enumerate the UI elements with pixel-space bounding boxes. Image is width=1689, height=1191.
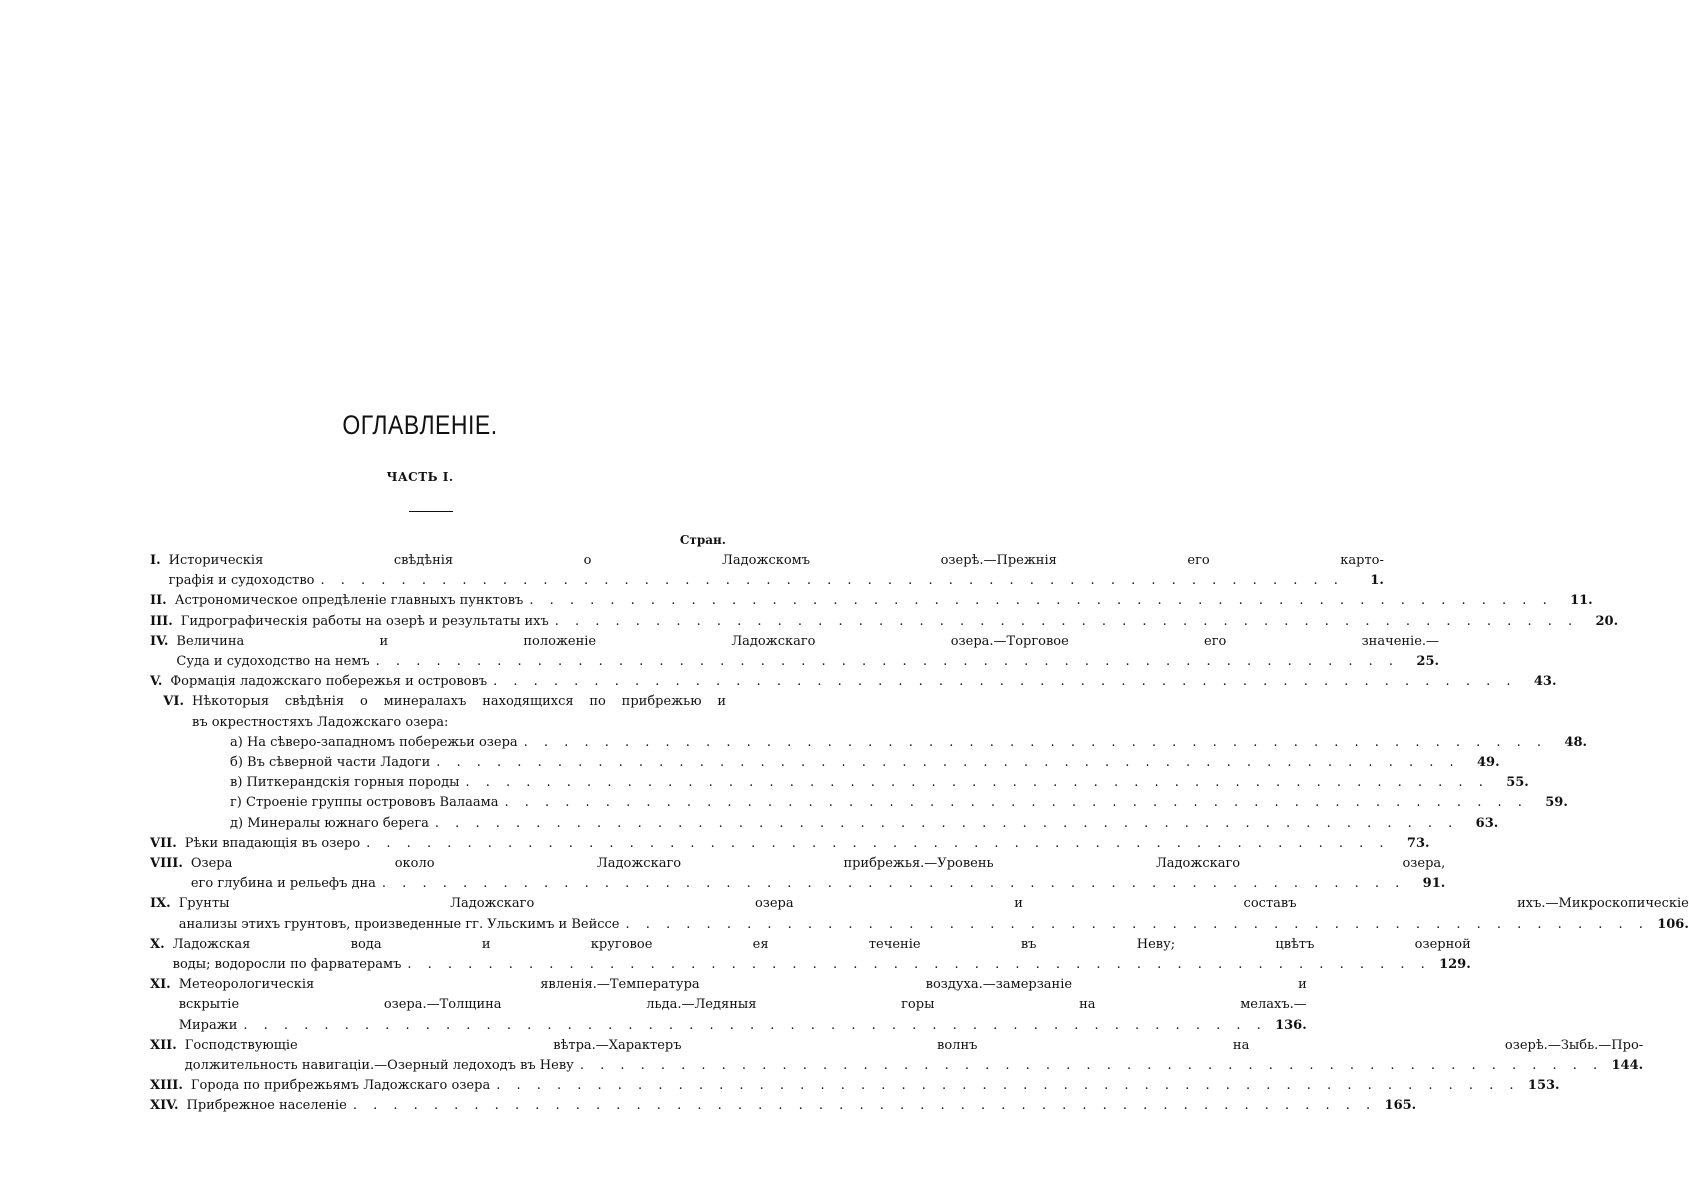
toc-entry: [150, 834, 1430, 854]
entry-text: б) Въ сѣверной части Ладоги: [230, 755, 431, 771]
leader-dots: [376, 874, 1405, 894]
entry-text: вскрытiе озера.—Толщина льда.—Ледяныя горы на мелахъ.—: [178, 997, 1307, 1013]
entry-text: г) Строенiе группы острововъ Валаама: [230, 795, 499, 811]
toc-entry: [150, 692, 726, 732]
page-number: 48.: [1564, 734, 1588, 750]
toc-entry: [150, 1096, 1417, 1116]
entry-text: графiя и судоходство: [168, 573, 315, 589]
entry-text: Прибрежное населенiе: [186, 1098, 347, 1114]
leader-dots: [549, 612, 1578, 632]
toc-entry: [150, 975, 1307, 1036]
leader-dots: [459, 773, 1488, 793]
page-number: 1.: [1370, 573, 1384, 589]
entry-text: Города по прибрежьямъ Ладожскаго озера: [190, 1078, 491, 1094]
toc-subentry: [150, 814, 1499, 834]
toc-subentry: [150, 733, 1588, 753]
entry-text: Господствующiе вѣтра.—Характеръ волнъ на озерѣ.—Зыбь.—Про-: [184, 1037, 1644, 1053]
chapter-number: VI.: [163, 694, 184, 710]
entry-text: Метеорологическiя явленiя.—Температура воздуха.—замерзанiе и: [178, 977, 1307, 993]
page-number: 136.: [1275, 1017, 1307, 1033]
leader-dots: [430, 753, 1459, 773]
toc-entry: [150, 591, 1593, 611]
page-number: 129.: [1439, 957, 1471, 973]
entry-text: Миражи: [178, 1017, 238, 1033]
toc-entry: [150, 632, 1440, 672]
chapter-number: IV.: [150, 633, 169, 649]
leader-dots: [315, 571, 1344, 591]
page-number: 55.: [1506, 775, 1529, 791]
entry-text: воды; водоросли по фарватерамъ: [172, 957, 402, 973]
toc-entry: [150, 1076, 1560, 1096]
page-number: 20.: [1595, 613, 1619, 629]
page-number: 91.: [1422, 876, 1446, 892]
toc-subentry: [150, 753, 1500, 773]
entry-text: анализы этихъ грунтовъ, произведенные гг. Ульскимъ и Вейссе: [178, 916, 620, 932]
leader-dots: [498, 793, 1527, 813]
chapter-number: XII.: [150, 1037, 177, 1053]
toc-entry: [150, 551, 1384, 591]
page-number: 144.: [1611, 1058, 1644, 1074]
leader-dots: [429, 814, 1458, 834]
entry-text: д) Минералы южнаго берега: [230, 815, 429, 831]
page-number: 153.: [1527, 1078, 1560, 1094]
chapter-number: VII.: [150, 835, 177, 851]
leader-dots: [347, 1096, 1376, 1116]
chapter-number: XI.: [150, 977, 171, 993]
chapter-number: X.: [150, 936, 165, 952]
part-heading: ЧАСТЬ I.: [386, 470, 454, 484]
page-number: 63.: [1475, 815, 1499, 831]
page-number: 11.: [1570, 593, 1593, 609]
entry-text: Величина и положенiе Ладожскаго озера.—Торговое его значенiе.—: [176, 633, 1440, 649]
entry-text: Историческiя свѣдѣнiя о Ладожскомъ озерѣ.—Прежнiя его карто-: [168, 553, 1384, 568]
leader-dots: [487, 672, 1516, 692]
toc-entry: [150, 672, 1557, 692]
separator-rule: [409, 511, 453, 512]
toc-entry: [150, 854, 1446, 894]
page-title: ОГЛАВЛЕНIЕ.: [342, 409, 498, 440]
entry-text: Гидрографическiя работы на озерѣ и результаты ихъ: [180, 613, 549, 629]
entry-text: Астрономическое опредѣленiе главныхъ пунктовъ: [174, 593, 524, 609]
leader-dots: [360, 834, 1389, 854]
leader-dots: [523, 591, 1552, 611]
table-of-contents: [150, 551, 1689, 1117]
entry-text: Ладожская вода и круговое ея теченiе въ Неву; цвѣтъ озерной: [172, 936, 1471, 952]
chapter-number: V.: [150, 674, 163, 690]
chapter-number: I.: [150, 553, 161, 568]
chapter-number: III.: [150, 613, 173, 629]
page-number: 43.: [1533, 674, 1557, 690]
toc-subentry: [150, 773, 1529, 793]
entry-text: Нѣкоторыя свѣдѣнiя о минералахъ находящихся по прибрежью и: [192, 694, 726, 710]
leader-dots: [401, 955, 1430, 975]
toc-entry: [150, 612, 1619, 632]
entry-text: должительность навигацiи.—Озерный ледоходъ въ Неву: [184, 1058, 574, 1074]
chapter-number: II.: [150, 593, 167, 609]
chapter-number: XIV.: [150, 1098, 179, 1114]
chapter-number: VIII.: [150, 856, 183, 872]
entry-text: Формацiя ладожскаго побережья и острововъ: [170, 674, 488, 690]
page-number: 165.: [1384, 1098, 1417, 1114]
leader-dots: [518, 733, 1547, 753]
entry-text: Рѣки впадающiя въ озеро: [184, 835, 361, 851]
entry-text: Суда и судоходство на немъ: [176, 654, 370, 670]
leader-dots: [237, 1016, 1266, 1036]
leader-dots: [370, 652, 1399, 672]
toc-entry: [150, 935, 1471, 975]
toc-entry: [150, 1036, 1644, 1076]
chapter-number: IX.: [150, 896, 171, 912]
entry-text: въ окрестностяхъ Ладожскаго озера:: [192, 714, 449, 730]
entry-text: Грунты Ладожскаго озера и составъ ихъ.—Микроскопическiе: [178, 896, 1689, 912]
entry-text: Озера около Ладожскаго прибрежья.—Уровень Ладожскаго озера,: [190, 856, 1446, 872]
entry-text: его глубина и рельефъ дна: [190, 876, 376, 892]
leader-dots: [620, 915, 1649, 935]
page-number: 59.: [1545, 795, 1568, 811]
toc-subentry: [150, 793, 1568, 813]
leader-dots: [574, 1056, 1603, 1076]
page-number: 25.: [1416, 654, 1440, 670]
page-number: 106.: [1657, 916, 1689, 932]
leader-dots: [490, 1076, 1519, 1096]
entry-text: а) На сѣверо-западномъ побережьи озера: [230, 734, 518, 750]
chapter-number: XIII.: [150, 1078, 183, 1094]
page-number: 73.: [1406, 835, 1430, 851]
page-column-header: Стран.: [679, 533, 726, 547]
page-number: 49.: [1477, 755, 1500, 771]
entry-text: в) Питкерандскiя горныя породы: [230, 775, 460, 791]
toc-entry: [150, 894, 1689, 934]
